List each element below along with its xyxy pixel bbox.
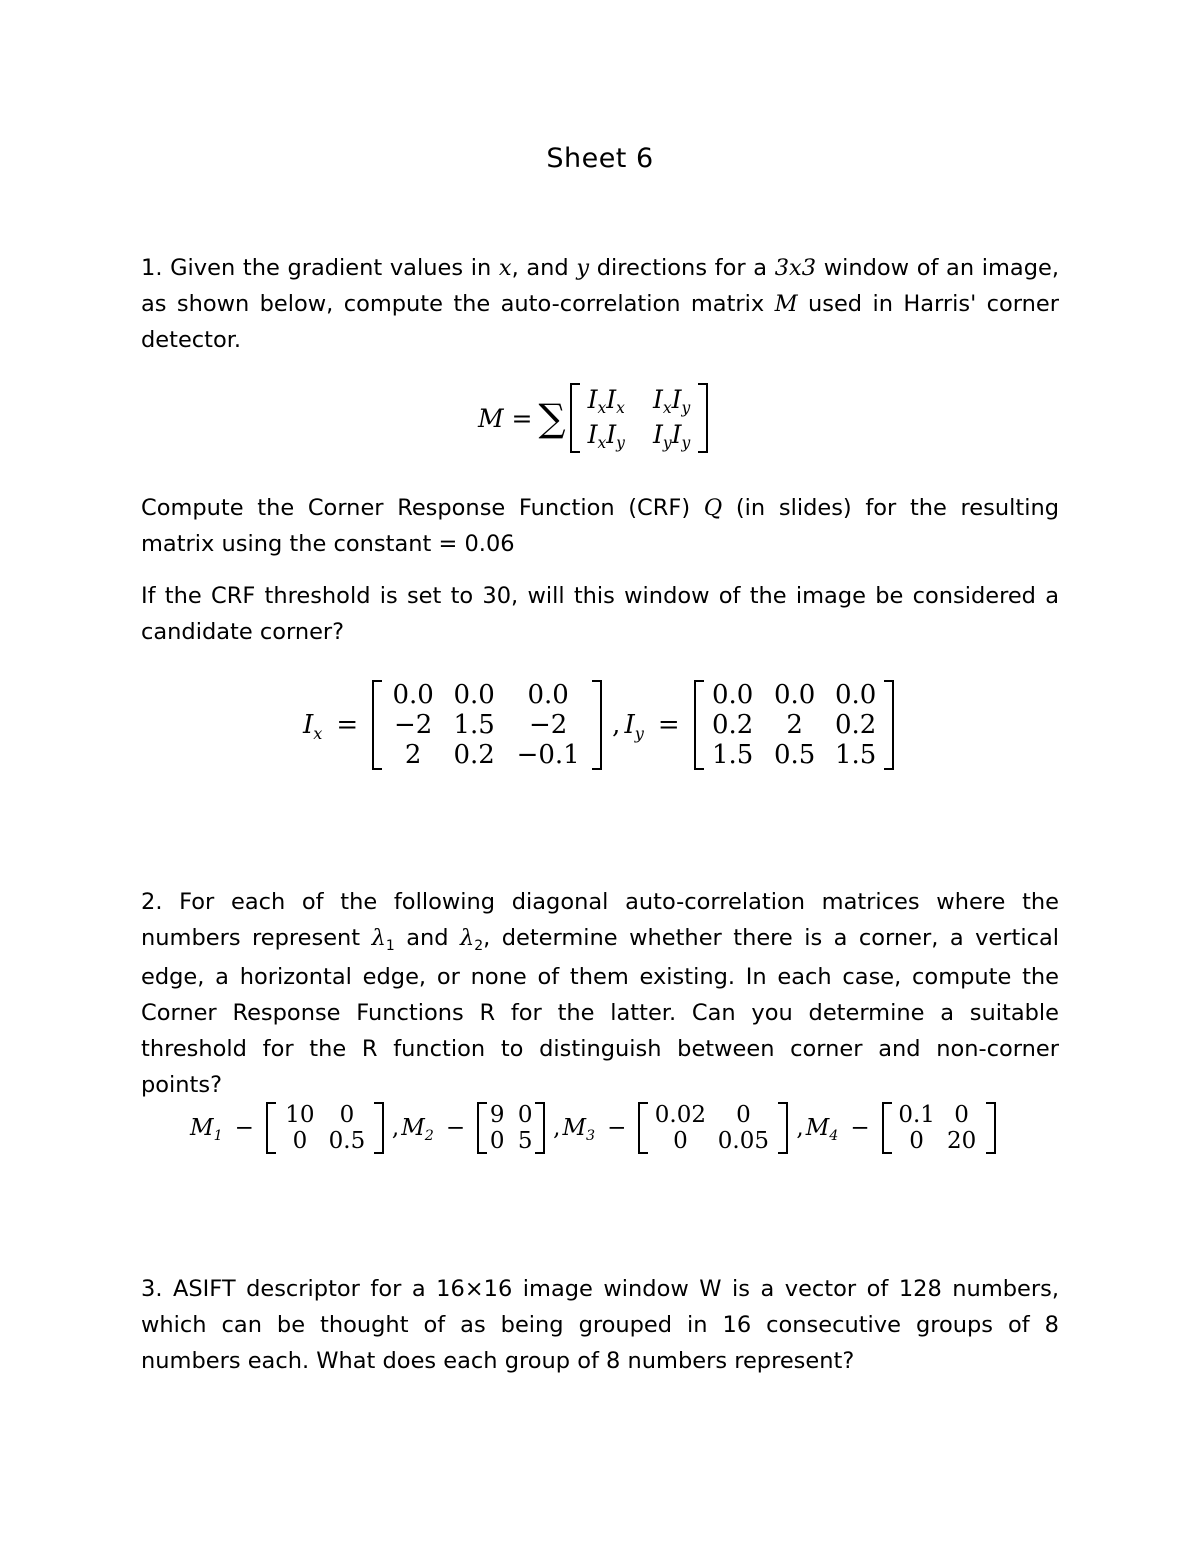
m1-label: $M_1$ — [190, 1115, 223, 1144]
q2-intro: 2. For each of the following diagonal auto-correlation matrices where the numbers represent $\lambda_1$ and $\lambda_2$, determine whether there is a corner, a vertical edge, a horizontal edge, or none of them existing. In each case, compute the Corner Response Functions R for the latter. Can you determine a suitable threshold for the R function to distinguish between corner and non-corner points? — [141, 889, 1060, 1098]
ix-matrix: 0.0 0.0 0.0 −2 1.5 −2 2 0.2 −0.1 — [372, 680, 602, 770]
harris-matrix-formula: M = ∑ $I_xI_x$ $I_xI_y$ $I_xI_y$ $I_yI_y$ — [478, 383, 708, 453]
iy-label: $I_y$ — [624, 710, 644, 743]
ix-label: $I_x$ — [303, 710, 323, 743]
iy-matrix: 0.0 0.0 0.0 0.2 2 0.2 1.5 0.5 1.5 — [694, 680, 894, 770]
q1-intro: 1. Given the gradient values in x, and y directions for a 3x3 window of an image, as shown below, compute the auto-correlation matrix M used in Harris' corner detector. — [141, 255, 1059, 353]
diagonal-matrices: $M_1$ − 10 0 0 0.5 , $M_2$ − 9 0 0 5 , $M_3$ − 0.02 0 0 0.05 , $M_4$ − 0.1 0 0 20 — [190, 1102, 996, 1154]
m4-matrix: 0.1 0 0 20 — [882, 1102, 996, 1154]
m3-label: $M_3$ — [562, 1115, 596, 1144]
q1-threshold-question: If the CRF threshold is set to 30, will this window of the image be considered a candidate corner? — [141, 583, 1059, 645]
q1-crf-instruction: Compute the Corner Response Function (CRF) Q (in slides) for the resulting matrix using the constant = 0.06 — [141, 495, 1059, 557]
sheet-title: Sheet 6 — [546, 143, 654, 174]
m4-label: $M_4$ — [805, 1115, 839, 1144]
m2-label: $M_2$ — [401, 1115, 434, 1144]
gradient-matrices: $I_x$ = 0.0 0.0 0.0 −2 1.5 −2 2 0.2 −0.1 , $I_y$ = 0.0 0.0 0.0 0.2 2 0.2 1.5 0.5 1.5 — [303, 680, 894, 770]
m3-matrix: 0.02 0 0 0.05 — [638, 1102, 788, 1154]
m1-matrix: 10 0 0 0.5 — [266, 1102, 384, 1154]
m2-matrix: 9 0 0 5 — [477, 1102, 545, 1154]
q3-question: 3. ASIFT descriptor for a 16×16 image window W is a vector of 128 numbers, which can be thought of as being grouped in 16 consecutive groups of 8 numbers each. What does each group of 8 numbers represent? — [141, 1276, 1059, 1374]
